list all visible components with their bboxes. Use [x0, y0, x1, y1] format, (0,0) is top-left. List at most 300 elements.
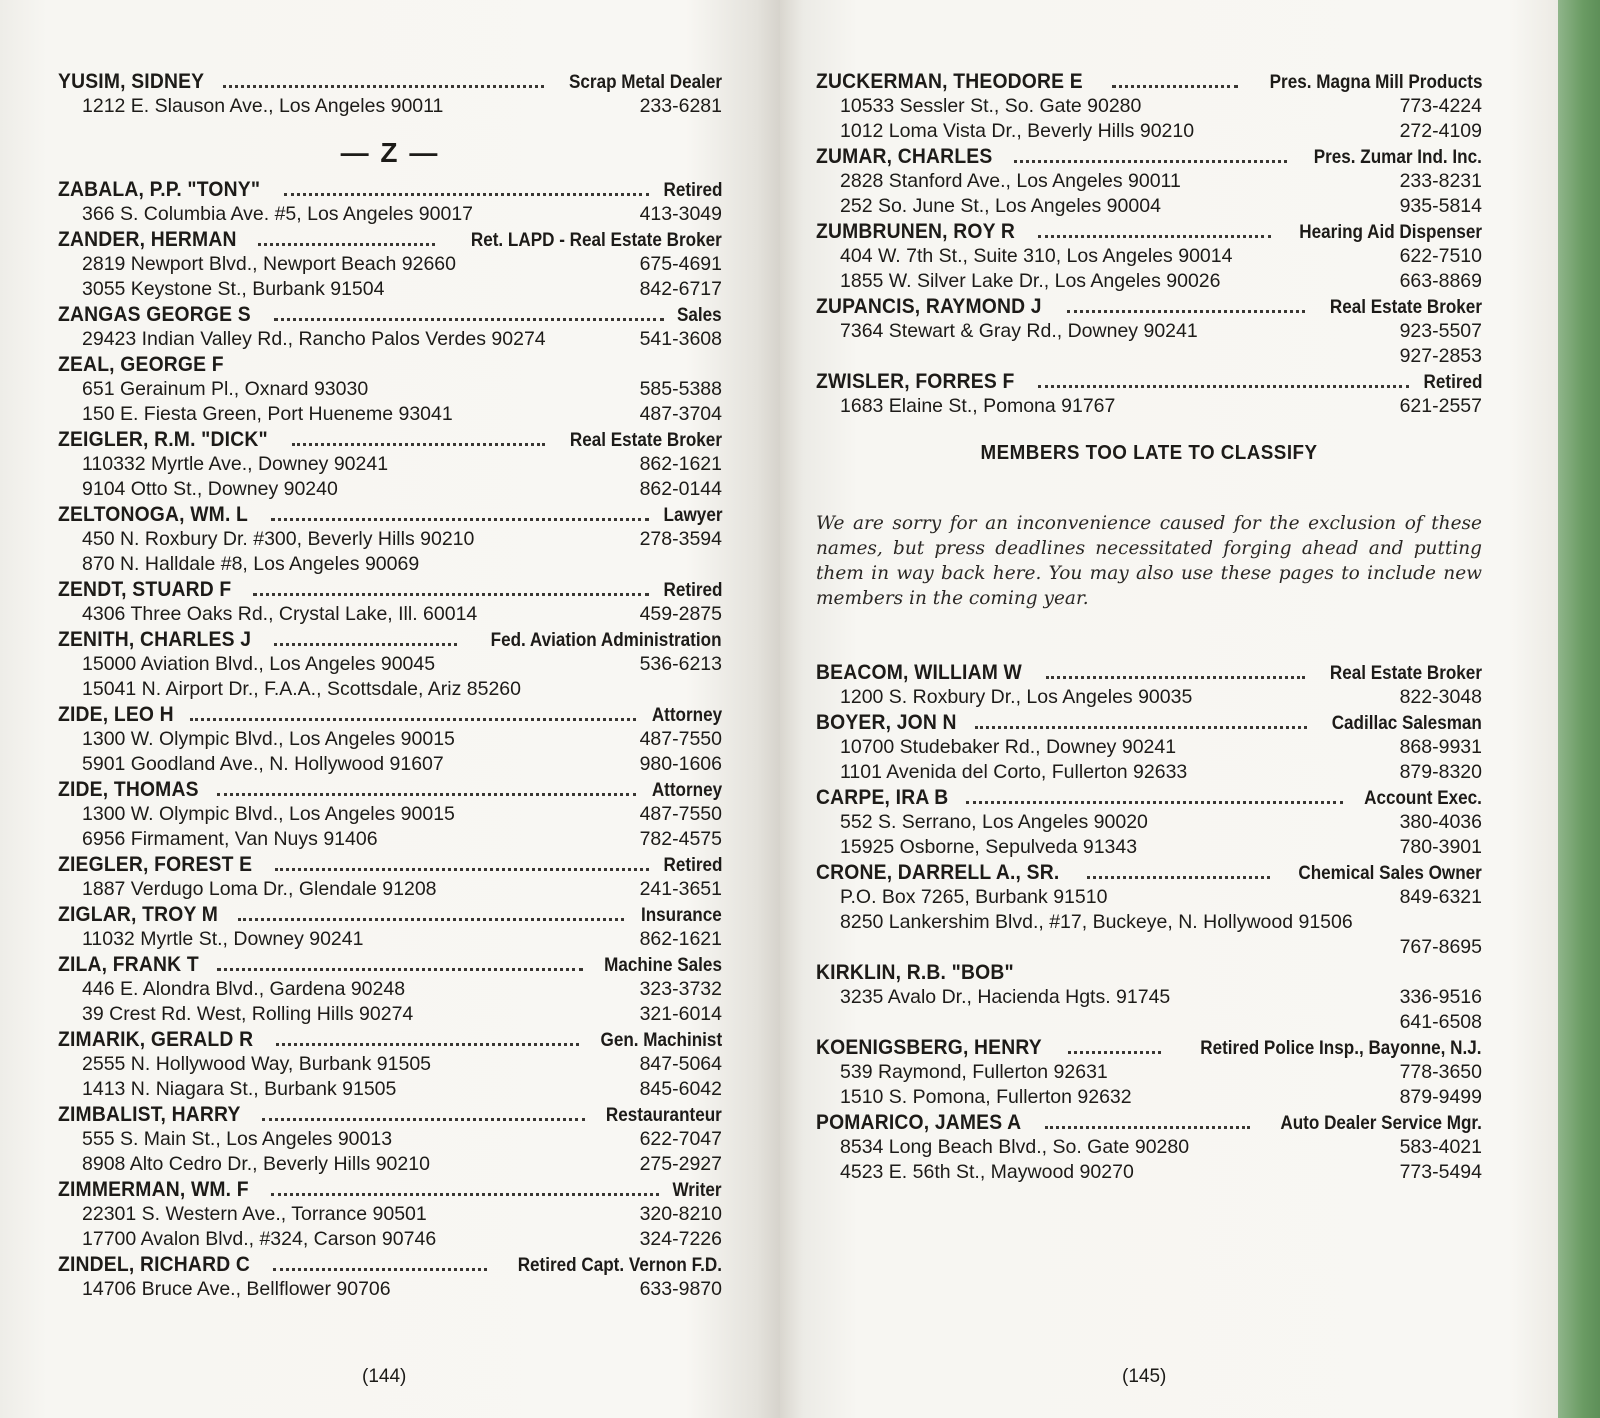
address-line [58, 378, 722, 403]
street-address: 4523 E. 56th St., Maywood 90270 [840, 1161, 1134, 1183]
member-name: ZIMBALIST, HARRY [58, 1103, 241, 1126]
street-address: 15000 Aviation Blvd., Los Angeles 90045 [82, 653, 436, 675]
occupation: Real Estate Broker [1329, 663, 1482, 684]
phone-number: 879-9499 [1399, 1086, 1482, 1108]
street-address: 1212 E. Slauson Ave., Los Angeles 90011 [82, 95, 444, 117]
name-line [816, 786, 1482, 811]
name-line [816, 1036, 1482, 1061]
phone-number: 278-3594 [639, 528, 722, 550]
name-line [58, 903, 722, 928]
street-address: 2819 Newport Blvd., Newport Beach 92660 [82, 253, 456, 275]
address-line [58, 653, 722, 678]
occupation: Insurance [641, 905, 722, 926]
street-address: 1200 S. Roxbury Dr., Los Angeles 90035 [840, 686, 1193, 708]
name-line [816, 220, 1482, 245]
name-line [816, 961, 1482, 986]
address-line [58, 928, 722, 953]
left-column [58, 70, 722, 1303]
occupation: Retired [663, 580, 722, 601]
member-name: ZEIGLER, R.M. "DICK" [58, 428, 268, 451]
occupation: Pres. Zumar Ind. Inc. [1313, 147, 1482, 168]
member-name: ZELTONOGA, WM. L [58, 503, 249, 526]
directory-entry [816, 1111, 1482, 1186]
street-address: 7364 Stewart & Gray Rd., Downey 90241 [840, 320, 1198, 342]
phone-number: 536-6213 [639, 653, 722, 675]
member-name: ZEAL, GEORGE F [58, 353, 224, 376]
occupation: Attorney [651, 705, 722, 726]
member-name: BOYER, JON N [816, 711, 957, 734]
address-line [816, 811, 1482, 836]
name-line [58, 853, 722, 878]
letter-heading: — Z — [340, 137, 440, 168]
phone-number: 767-8695 [1399, 936, 1482, 958]
phone-number: 847-5064 [639, 1053, 722, 1075]
street-address: 1300 W. Olympic Blvd., Los Angeles 90015 [82, 803, 455, 825]
name-line [58, 178, 722, 203]
street-address: 366 S. Columbia Ave. #5, Los Angeles 90017 [82, 203, 474, 225]
phone-number: 980-1606 [639, 753, 722, 775]
dot-leader [1014, 159, 1287, 163]
occupation: Sales [677, 305, 722, 326]
phone-number: 622-7510 [1399, 245, 1482, 267]
right-page [780, 0, 1558, 1418]
directory-entry [58, 428, 722, 503]
pre-entries [58, 70, 722, 120]
name-line [816, 711, 1482, 736]
book-edge [1558, 0, 1600, 1418]
name-line [58, 353, 722, 378]
dot-leader [1087, 875, 1271, 879]
member-name: ZENITH, CHARLES J [58, 628, 252, 651]
dot-leader [271, 1192, 659, 1196]
directory-entry [58, 1178, 722, 1253]
address-line [58, 453, 722, 478]
occupation: Account Exec. [1364, 788, 1482, 809]
address-line [816, 120, 1482, 145]
street-address: 446 E. Alondra Blvd., Gardena 90248 [82, 978, 406, 1000]
phone-number: 323-3732 [639, 978, 722, 1000]
address-line [58, 1203, 722, 1228]
phone-number: 487-3704 [639, 403, 722, 425]
address-line [58, 528, 722, 553]
directory-entry [816, 220, 1482, 295]
occupation: Retired [1423, 372, 1482, 393]
phone-number: 675-4691 [639, 253, 722, 275]
phone-number: 622-7047 [639, 1128, 722, 1150]
member-name: ZUPANCIS, RAYMOND J [816, 295, 1042, 318]
entry-list [58, 178, 722, 1303]
name-line [816, 295, 1482, 320]
name-line [58, 503, 722, 528]
phone-number: 641-6508 [1399, 1011, 1482, 1033]
member-name: ZILA, FRANK T [58, 953, 199, 976]
phone-number: 778-3650 [1399, 1061, 1482, 1083]
address-line [58, 828, 722, 853]
name-line [816, 861, 1482, 886]
address-line [58, 203, 722, 228]
entry-list [816, 70, 1482, 420]
phone-number: 862-1621 [639, 928, 722, 950]
phone-number: 321-6014 [639, 1003, 722, 1025]
phone-number: 773-4224 [1399, 95, 1482, 117]
directory-entry [58, 903, 722, 953]
street-address: 17700 Avalon Blvd., #324, Carson 90746 [82, 1228, 437, 1250]
address-line [58, 978, 722, 1003]
member-name: ZENDT, STUARD F [58, 578, 232, 601]
dot-leader [262, 1117, 585, 1121]
street-address: P.O. Box 7265, Burbank 91510 [840, 886, 1108, 908]
name-line [58, 70, 722, 95]
member-name: ZUMAR, CHARLES [816, 145, 993, 168]
dot-leader [1038, 384, 1409, 388]
address-line [58, 1228, 722, 1253]
directory-entry [58, 778, 722, 853]
directory-entry [58, 853, 722, 903]
phone-number: 862-1621 [639, 453, 722, 475]
dot-leader [975, 725, 1307, 729]
dot-leader [284, 192, 649, 196]
dot-leader [1067, 309, 1305, 313]
directory-entry [58, 1253, 722, 1303]
member-name: ZIDE, THOMAS [58, 778, 199, 801]
phone-number: 487-7550 [639, 803, 722, 825]
late-entry-list [816, 661, 1482, 1186]
address-line [816, 886, 1482, 911]
street-address: 2555 N. Hollywood Way, Burbank 91505 [82, 1053, 432, 1075]
phone-number: 324-7226 [639, 1228, 722, 1250]
occupation: Ret. LAPD - Real Estate Broker [471, 230, 722, 251]
address-line [816, 1061, 1482, 1086]
directory-entry [816, 661, 1482, 711]
phone-number: 380-4036 [1399, 811, 1482, 833]
address-line [58, 478, 722, 503]
directory-entry [58, 953, 722, 1028]
occupation: Restauranteur [606, 1105, 722, 1126]
address-line [58, 278, 722, 303]
phone-number: 862-0144 [639, 478, 722, 500]
member-name: ZANDER, HERMAN [58, 228, 237, 251]
dot-leader [253, 592, 649, 596]
street-address: 1300 W. Olympic Blvd., Los Angeles 90015 [82, 728, 455, 750]
phone-number: 845-6042 [639, 1078, 722, 1100]
phone-number: 275-2927 [639, 1153, 722, 1175]
phone-number: 487-7550 [639, 728, 722, 750]
street-address: 150 E. Fiesta Green, Port Hueneme 93041 [82, 403, 453, 425]
name-line [58, 1028, 722, 1053]
street-address: 8908 Alto Cedro Dr., Beverly Hills 90210 [82, 1153, 430, 1175]
member-name: ZIMMERMAN, WM. F [58, 1178, 249, 1201]
dot-leader [1045, 1125, 1250, 1129]
street-address: 450 N. Roxbury Dr. #300, Beverly Hills 90210 [82, 528, 475, 550]
phone-number: 583-4021 [1399, 1136, 1482, 1158]
member-name: ZABALA, P.P. "TONY" [58, 178, 261, 201]
address-line [816, 836, 1482, 861]
address-line [58, 328, 722, 353]
member-name: KIRKLIN, R.B. "BOB" [816, 961, 1014, 984]
street-address: 22301 S. Western Ave., Torrance 90501 [82, 1203, 427, 1225]
phone-number: 927-2853 [1399, 345, 1482, 367]
member-name: CRONE, DARRELL A., SR. [816, 861, 1060, 884]
address-line [58, 1003, 722, 1028]
occupation: Chemical Sales Owner [1298, 863, 1482, 884]
directory-entry [816, 70, 1482, 145]
street-address: 651 Gerainum Pl., Oxnard 93030 [82, 378, 369, 400]
member-name: ZANGAS GEORGE S [58, 303, 251, 326]
street-address: 14706 Bruce Ave., Bellflower 90706 [82, 1278, 391, 1300]
name-line [58, 953, 722, 978]
occupation: Retired [663, 180, 722, 201]
street-address: 870 N. Halldale #8, Los Angeles 90069 [82, 553, 420, 575]
street-address: 8534 Long Beach Blvd., So. Gate 90280 [840, 1136, 1190, 1158]
directory-entry [58, 1028, 722, 1103]
directory-entry [58, 703, 722, 778]
address-line [58, 1128, 722, 1153]
street-address: 3235 Avalo Dr., Hacienda Hgts. 91745 [840, 986, 1171, 1008]
address-line [58, 1078, 722, 1103]
street-address: 1413 N. Niagara St., Burbank 91505 [82, 1078, 397, 1100]
phone-number: 541-3608 [639, 328, 722, 350]
dot-leader [1068, 1050, 1162, 1054]
member-name: ZUMBRUNEN, ROY R [816, 220, 1016, 243]
directory-entry [58, 70, 722, 120]
address-line [58, 803, 722, 828]
member-name: ZUCKERMAN, THEODORE E [816, 70, 1083, 93]
member-name: POMARICO, JAMES A [816, 1111, 1022, 1134]
address-line [58, 603, 722, 628]
name-line [58, 228, 722, 253]
address-line [816, 320, 1482, 345]
dot-leader [274, 642, 458, 646]
member-name: ZIMARIK, GERALD R [58, 1028, 254, 1051]
dot-leader [276, 1042, 579, 1046]
name-line [58, 303, 722, 328]
phone-number: 773-5494 [1399, 1161, 1482, 1183]
street-address: 39 Crest Rd. West, Rolling Hills 90274 [82, 1003, 414, 1025]
address-line [58, 728, 722, 753]
address-line [58, 678, 722, 703]
dot-leader [275, 867, 648, 871]
street-address: 2828 Stanford Ave., Los Angeles 90011 [840, 170, 1181, 192]
name-line [58, 428, 722, 453]
occupation: Auto Dealer Service Mgr. [1280, 1113, 1482, 1134]
directory-entry [58, 228, 722, 303]
street-address: 1887 Verdugo Loma Dr., Glendale 91208 [82, 878, 437, 900]
phone-number: 663-8869 [1399, 270, 1482, 292]
phone-number: 822-3048 [1399, 686, 1482, 708]
dot-leader [238, 917, 624, 921]
street-address: 555 S. Main St., Los Angeles 90013 [82, 1128, 393, 1150]
occupation: Machine Sales [604, 955, 722, 976]
occupation: Attorney [651, 780, 722, 801]
phone-number: 320-8210 [639, 1203, 722, 1225]
name-line [58, 1178, 722, 1203]
name-line [58, 1103, 722, 1128]
directory-entry [58, 178, 722, 228]
name-line [816, 370, 1482, 395]
street-address: 11032 Myrtle St., Downey 90241 [82, 928, 364, 950]
address-line [58, 878, 722, 903]
occupation: Fed. Aviation Administration [491, 630, 722, 651]
name-line [816, 70, 1482, 95]
address-line [58, 1053, 722, 1078]
street-address: 29423 Indian Valley Rd., Rancho Palos Verdes 90274 [82, 328, 546, 350]
street-address: 1510 S. Pomona, Fullerton 92632 [840, 1086, 1132, 1108]
address-line [816, 270, 1482, 295]
street-address: 252 So. June St., Los Angeles 90004 [840, 195, 1161, 217]
member-name: ZWISLER, FORRES F [816, 370, 1015, 393]
address-line [816, 170, 1482, 195]
dot-leader [273, 1267, 487, 1271]
address-line [58, 553, 722, 578]
occupation: Retired [663, 855, 722, 876]
street-address: 1012 Loma Vista Dr., Beverly Hills 90210 [840, 120, 1195, 142]
directory-entry [58, 503, 722, 578]
member-name: ZIEGLER, FOREST E [58, 853, 253, 876]
name-line [58, 578, 722, 603]
phone-number: 782-4575 [639, 828, 722, 850]
occupation: Lawyer [663, 505, 722, 526]
dot-leader [190, 717, 636, 721]
phone-number: 241-3651 [639, 878, 722, 900]
name-line [58, 1253, 722, 1278]
occupation: Gen. Machinist [600, 1030, 722, 1051]
phone-number: 233-8231 [1399, 170, 1482, 192]
directory-entry [58, 303, 722, 353]
address-line [816, 1136, 1482, 1161]
address-line [58, 403, 722, 428]
directory-entry [816, 145, 1482, 220]
street-address: 539 Raymond, Fullerton 92631 [840, 1061, 1108, 1083]
member-name: YUSIM, SIDNEY [58, 70, 205, 93]
dot-leader [274, 317, 665, 321]
section-title: MEMBERS TOO LATE TO CLASSIFY [980, 442, 1318, 464]
dot-leader [1038, 234, 1271, 238]
address-line [816, 686, 1482, 711]
dot-leader [1046, 675, 1305, 679]
occupation: Writer [672, 1180, 722, 1201]
directory-entry [58, 353, 722, 428]
member-name: BEACOM, WILLIAM W [816, 661, 1022, 684]
phone-number: 842-6717 [639, 278, 722, 300]
right-column [816, 70, 1482, 1186]
address-line [816, 736, 1482, 761]
street-address: 4306 Three Oaks Rd., Crystal Lake, Ill. 60014 [82, 603, 478, 625]
address-line [816, 95, 1482, 120]
directory-entry [816, 1036, 1482, 1111]
address-line [816, 761, 1482, 786]
phone-number: 272-4109 [1399, 120, 1482, 142]
dot-leader [292, 442, 545, 446]
phone-number: 585-5388 [639, 378, 722, 400]
member-name: ZIGLAR, TROY M [58, 903, 219, 926]
member-name: ZIDE, LEO H [58, 703, 174, 726]
street-address: 5901 Goodland Ave., N. Hollywood 91607 [82, 753, 444, 775]
name-line [816, 1111, 1482, 1136]
directory-entry [58, 1103, 722, 1178]
street-address: 8250 Lankershim Blvd., #17, Buckeye, N. Hollywood 91506 [840, 911, 1353, 933]
occupation: Cadillac Salesman [1331, 713, 1482, 734]
dot-leader [217, 792, 636, 796]
name-line [58, 703, 722, 728]
occupation: Pres. Magna Mill Products [1269, 72, 1482, 93]
phone-number: 459-2875 [639, 603, 722, 625]
phone-number: 868-9931 [1399, 736, 1482, 758]
address-line [58, 753, 722, 778]
street-address: 9104 Otto St., Downey 90240 [82, 478, 338, 500]
directory-entry [816, 786, 1482, 861]
address-line [58, 1153, 722, 1178]
left-page [0, 0, 780, 1418]
address-line [58, 1278, 722, 1303]
name-line [58, 628, 722, 653]
directory-entry [816, 961, 1482, 1036]
page-number: (144) [362, 1366, 407, 1387]
directory-entry [816, 861, 1482, 961]
phone-number: 633-9870 [639, 1278, 722, 1300]
directory-entry [816, 711, 1482, 786]
section-note: We are sorry for an inconvenience caused for the exclusion of these names, but press deadlines necessitated forging ahead and putting them in way back here. You may also use these pages to include new members in the coming year. [816, 513, 1482, 609]
address-line [816, 1161, 1482, 1186]
street-address: 1101 Avenida del Corto, Fullerton 92633 [840, 761, 1188, 783]
address-line [816, 245, 1482, 270]
street-address: 10533 Sessler St., So. Gate 90280 [840, 95, 1142, 117]
member-name: ZINDEL, RICHARD C [58, 1253, 251, 1276]
phone-number: 780-3901 [1399, 836, 1482, 858]
street-address: 10700 Studebaker Rd., Downey 90241 [840, 736, 1177, 758]
phone-number: 935-5814 [1399, 195, 1482, 217]
address-line [816, 195, 1482, 220]
directory-entry [58, 628, 722, 703]
address-line [816, 986, 1482, 1011]
dot-leader [217, 967, 583, 971]
phone-number: 849-6321 [1399, 886, 1482, 908]
name-line [816, 661, 1482, 686]
street-address: 15925 Osborne, Sepulveda 91343 [840, 836, 1138, 858]
phone-number: 413-3049 [639, 203, 722, 225]
address-line [58, 253, 722, 278]
street-address: 1855 W. Silver Lake Dr., Los Angeles 90026 [840, 270, 1221, 292]
occupation: Retired Police Insp., Bayonne, N.J. [1200, 1038, 1482, 1059]
name-line [816, 145, 1482, 170]
phone-number: 879-8320 [1399, 761, 1482, 783]
phone-number: 923-5507 [1399, 320, 1482, 342]
member-name: KOENIGSBERG, HENRY [816, 1036, 1042, 1059]
address-line [58, 95, 722, 120]
street-address: 3055 Keystone St., Burbank 91504 [82, 278, 385, 300]
occupation: Scrap Metal Dealer [568, 72, 722, 93]
page-number: (145) [1122, 1366, 1167, 1387]
member-name: CARPE, IRA B [816, 786, 949, 809]
address-line [816, 395, 1482, 420]
dot-leader [1112, 84, 1237, 88]
dot-leader [258, 242, 435, 246]
directory-entry [816, 295, 1482, 370]
street-address: 110332 Myrtle Ave., Downey 90241 [82, 453, 389, 475]
street-address: 404 W. 7th St., Suite 310, Los Angeles 90014 [840, 245, 1233, 267]
street-address: 1683 Elaine St., Pomona 91767 [840, 395, 1116, 417]
dot-leader [966, 800, 1343, 804]
street-address: 15041 N. Airport Dr., F.A.A., Scottsdale, Ariz 85260 [82, 678, 521, 700]
phone-number: 621-2557 [1399, 395, 1482, 417]
occupation: Real Estate Broker [569, 430, 722, 451]
phone-number: 336-9516 [1399, 986, 1482, 1008]
street-address: 6956 Firmament, Van Nuys 91406 [82, 828, 378, 850]
directory-entry [816, 370, 1482, 420]
directory-entry [58, 578, 722, 628]
name-line [58, 778, 722, 803]
phone-number: 233-6281 [639, 95, 722, 117]
address-line [816, 1086, 1482, 1111]
